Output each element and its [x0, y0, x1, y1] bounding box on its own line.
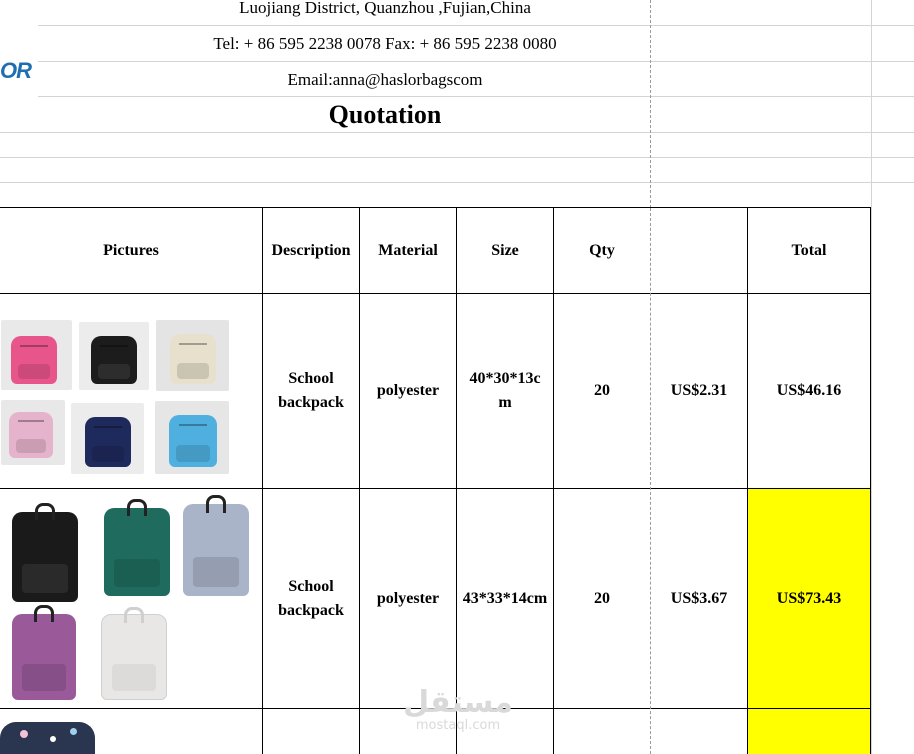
row1-unit-price: US$2.31 [670, 382, 728, 399]
page-break-line [650, 0, 651, 208]
header-total: Total [791, 241, 827, 259]
row1-size-line2: m [498, 394, 512, 411]
header-pictures: Pictures [103, 241, 159, 259]
row1-qty: 20 [594, 382, 610, 399]
sky-blue-backpack-thumbnail [155, 401, 229, 474]
row1-description [263, 294, 359, 488]
row2-description-line1: School [288, 577, 334, 595]
teal-backpack-photo [104, 508, 170, 596]
row2-description [263, 489, 359, 708]
row1-description-line2: backpack [278, 394, 344, 411]
pink-backpack-thumbnail [1, 320, 72, 390]
watermark-latin: mostaql.com [415, 718, 501, 733]
gridline [38, 61, 914, 62]
row1-description-line1: School [288, 370, 334, 387]
company-address: Luojiang District, Quanzhou ,Fujian,China [239, 0, 531, 17]
row2-material: polyester [376, 589, 440, 607]
company-email: Email:anna@haslorbagscom [287, 70, 483, 89]
header-material: Material [378, 241, 438, 259]
header-size: Size [491, 241, 519, 259]
row1-size [457, 294, 553, 488]
row2-unit-price: US$3.67 [670, 589, 728, 607]
company-phone-fax: Tel: + 86 595 2238 0078 Fax: + 86 595 2238 0080 [213, 34, 557, 53]
purple-backpack-photo [12, 614, 76, 700]
gridline [38, 25, 914, 26]
navy-backpack-thumbnail [71, 403, 144, 474]
company-logo-fragment: OR [0, 58, 31, 83]
header-unit-price [651, 208, 747, 293]
header-qty: Qty [589, 241, 615, 259]
white-backpack-photo [101, 614, 167, 700]
row2-qty: 20 [594, 589, 610, 607]
header-description: Description [271, 241, 351, 259]
row2-description-line2: backpack [278, 601, 344, 619]
beige-backpack-thumbnail [156, 320, 229, 391]
row1-material: polyester [376, 382, 440, 399]
gridline [38, 96, 914, 97]
row1-size-line1: 40*30*13c [469, 370, 541, 387]
row1-total: US$46.16 [776, 382, 842, 399]
grey-blue-backpack-photo [183, 504, 249, 596]
gridline [0, 132, 914, 133]
row2-size: 43*33*14cm [462, 589, 548, 607]
document-title: Quotation [328, 100, 442, 129]
gridline [871, 0, 872, 754]
table-border [870, 207, 871, 754]
black-backpack-photo [12, 512, 78, 602]
mostaql-watermark [398, 685, 518, 734]
watermark-arabic: مستقل [403, 685, 513, 720]
gridline [0, 182, 914, 183]
row2-total: US$73.43 [776, 589, 842, 607]
light-pink-backpack-thumbnail [1, 400, 65, 465]
gridline [0, 157, 914, 158]
patterned-backpack-thumbnail [0, 722, 95, 754]
black-backpack-thumbnail [79, 322, 149, 390]
